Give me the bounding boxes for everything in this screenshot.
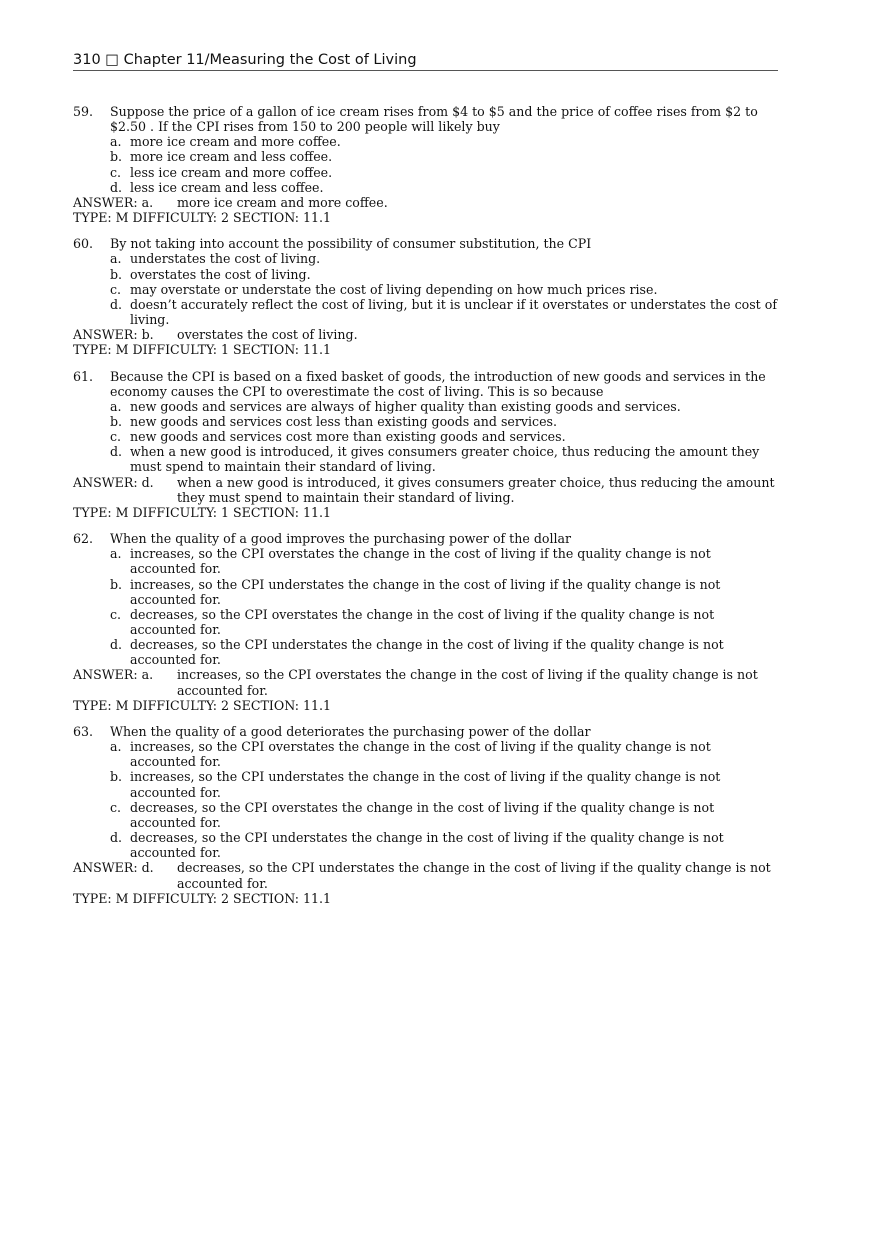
question-stem	[73, 104, 778, 134]
option-letter: b.	[110, 769, 123, 785]
option-text: understates the cost of living.	[130, 251, 321, 267]
question-59	[73, 104, 778, 225]
option-letter: a.	[110, 134, 122, 150]
option-d	[73, 297, 778, 327]
option-letter: d.	[110, 637, 123, 653]
option-letter: d.	[110, 296, 123, 312]
type-difficulty-section: TYPE: M DIFFICULTY: 1 SECTION: 11.1	[73, 342, 332, 358]
option-d	[73, 180, 778, 195]
question-62	[73, 531, 778, 713]
page-number: 310	[73, 52, 101, 68]
type-difficulty-section: TYPE: M DIFFICULTY: 2 SECTION: 11.1	[73, 890, 332, 906]
answer-text: when a new good is introduced, it gives consumers greater choice, thus reducing the amount they must spend to maintain their standard of living.	[177, 474, 775, 505]
option-b	[73, 414, 778, 429]
answer-label: ANSWER: a.	[73, 667, 154, 683]
question-60	[73, 236, 778, 357]
question-list	[73, 104, 778, 917]
option-text: decreases, so the CPI understates the change in the cost of living if the quality change is not accounted for.	[130, 637, 724, 668]
answer-label: ANSWER: a.	[73, 194, 154, 210]
option-d	[73, 637, 778, 667]
option-c	[73, 282, 778, 297]
option-letter: c.	[110, 606, 122, 622]
option-a	[73, 399, 778, 414]
option-b	[73, 267, 778, 282]
option-letter: b.	[110, 576, 123, 592]
option-letter: a.	[110, 251, 122, 267]
option-letter: c.	[110, 429, 122, 445]
question-text: Suppose the price of a gallon of ice cream rises from $4 to $5 and the price of coffee rises from $2 to $2.50 . If the CPI rises from 150 to 200 people will likely buy	[110, 104, 758, 135]
option-d	[73, 830, 778, 860]
option-letter: c.	[110, 799, 122, 815]
option-a	[73, 546, 778, 576]
option-text: more ice cream and more coffee.	[130, 134, 341, 150]
question-stem	[73, 531, 778, 546]
answer-line	[73, 667, 778, 697]
option-text: decreases, so the CPI overstates the change in the cost of living if the quality change is not accounted for.	[130, 606, 715, 637]
question-number: 63.	[73, 723, 94, 739]
option-text: increases, so the CPI overstates the change in the cost of living if the quality change is not accounted for.	[130, 546, 711, 577]
option-a	[73, 739, 778, 769]
type-difficulty-section: TYPE: M DIFFICULTY: 2 SECTION: 11.1	[73, 210, 332, 226]
option-letter: d.	[110, 444, 123, 460]
answer-label: ANSWER: d.	[73, 474, 154, 490]
answer-text: decreases, so the CPI understates the change in the cost of living if the quality change is not accounted for.	[177, 860, 771, 891]
option-b	[73, 577, 778, 607]
option-d	[73, 444, 778, 474]
option-letter: b.	[110, 149, 123, 165]
option-text: decreases, so the CPI overstates the change in the cost of living if the quality change is not accounted for.	[130, 799, 715, 830]
header-separator: □	[105, 52, 119, 68]
type-difficulty-section: TYPE: M DIFFICULTY: 1 SECTION: 11.1	[73, 504, 332, 520]
chapter-title: Chapter 11/Measuring the Cost of Living	[123, 52, 417, 68]
option-letter: d.	[110, 830, 123, 846]
option-letter: d.	[110, 179, 123, 195]
option-b	[73, 149, 778, 164]
option-text: increases, so the CPI overstates the change in the cost of living if the quality change is not accounted for.	[130, 739, 711, 770]
option-text: new goods and services are always of higher quality than existing goods and services.	[130, 398, 681, 414]
option-a	[73, 134, 778, 149]
option-text: increases, so the CPI understates the change in the cost of living if the quality change is not accounted for.	[130, 769, 721, 800]
question-text: When the quality of a good deteriorates the purchasing power of the dollar	[110, 723, 591, 739]
question-stem	[73, 369, 778, 399]
option-letter: c.	[110, 164, 122, 180]
answer-line	[73, 195, 778, 210]
option-text: decreases, so the CPI understates the change in the cost of living if the quality change is not accounted for.	[130, 830, 724, 861]
option-a	[73, 251, 778, 266]
question-stem	[73, 236, 778, 251]
question-text: When the quality of a good improves the purchasing power of the dollar	[110, 531, 572, 547]
option-text: may overstate or understate the cost of living depending on how much prices rise.	[130, 281, 658, 297]
question-63	[73, 724, 778, 906]
option-b	[73, 769, 778, 799]
option-text: more ice cream and less coffee.	[130, 149, 333, 165]
option-text: less ice cream and more coffee.	[130, 164, 333, 180]
answer-label: ANSWER: d.	[73, 860, 154, 876]
question-number: 62.	[73, 531, 94, 547]
question-text: By not taking into account the possibility of consumer substitution, the CPI	[110, 236, 592, 252]
answer-text: overstates the cost of living.	[177, 327, 358, 343]
answer-text: increases, so the CPI overstates the change in the cost of living if the quality change is not accounted for.	[177, 667, 758, 698]
option-letter: a.	[110, 398, 122, 414]
option-letter: b.	[110, 413, 123, 429]
page-header	[73, 50, 778, 71]
option-text: less ice cream and less coffee.	[130, 179, 324, 195]
option-c	[73, 429, 778, 444]
question-61	[73, 369, 778, 521]
option-text: increases, so the CPI understates the change in the cost of living if the quality change is not accounted for.	[130, 576, 721, 607]
question-text: Because the CPI is based on a fixed basket of goods, the introduction of new goods and services in the economy causes the CPI to overestimate the cost of living. This is so because	[110, 368, 766, 399]
question-stem	[73, 724, 778, 739]
option-text: when a new good is introduced, it gives consumers greater choice, thus reducing the amount they must spend to maintain their standard of living.	[130, 444, 760, 475]
option-letter: c.	[110, 281, 122, 297]
option-letter: b.	[110, 266, 123, 282]
option-text: new goods and services cost more than existing goods and services.	[130, 429, 566, 445]
option-letter: a.	[110, 546, 122, 562]
answer-text: more ice cream and more coffee.	[177, 194, 388, 210]
option-c	[73, 800, 778, 830]
option-c	[73, 165, 778, 180]
option-text: doesn’t accurately reflect the cost of living, but it is unclear if it overstates or understates the cost of living.	[130, 296, 777, 328]
answer-line	[73, 860, 778, 890]
answer-line	[73, 475, 778, 505]
question-number: 61.	[73, 368, 94, 384]
option-text: overstates the cost of living.	[130, 266, 311, 282]
question-number: 60.	[73, 236, 94, 252]
answer-label: ANSWER: b.	[73, 327, 154, 343]
option-c	[73, 607, 778, 637]
option-text: new goods and services cost less than existing goods and services.	[130, 413, 558, 429]
question-number: 59.	[73, 104, 94, 119]
answer-line	[73, 327, 778, 342]
type-difficulty-section: TYPE: M DIFFICULTY: 2 SECTION: 11.1	[73, 697, 332, 713]
option-letter: a.	[110, 739, 122, 755]
